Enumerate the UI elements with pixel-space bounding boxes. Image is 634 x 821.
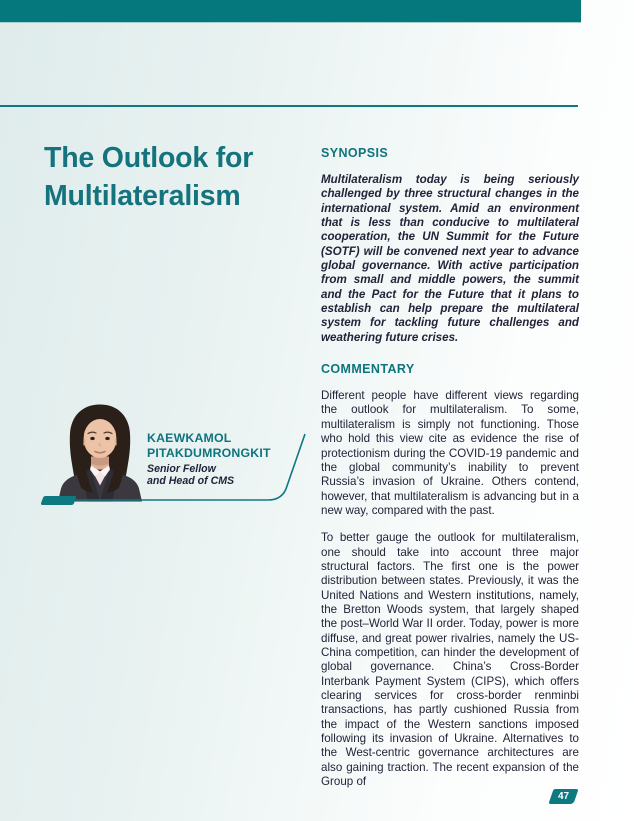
- author-block: [147, 431, 271, 487]
- header-rule: [0, 105, 578, 107]
- page-number-badge: [548, 789, 578, 804]
- author-role: [147, 463, 271, 487]
- accent-bar: [40, 496, 76, 505]
- author-name-line1: KAEWKAMOL: [147, 431, 232, 445]
- commentary-paragraph-2: To better gauge the outlook for multilateralism, one should take into account three major structural factors. The first one is the power distribution between states. Previously, it was the United Nations and Western institutions, namely, the Bretton Woods system, that largely shaped the post–World War II order. Today, power is more diffuse, and great power rivalries, namely the US-China competition, can hinder the development of global governance. China’s Cross-Border Interbank Payment System (CIPS), which offers clearing services for cross-border renminbi transactions, has partly cushioned Russia from the impact of the Western sanctions imposed following its invasion of Ukraine. Alternatives to the West-centric governance architectures are also gaining traction. The recent expansion of the Group of: [321, 531, 579, 789]
- article-column: [321, 146, 579, 789]
- commentary-paragraph-1: Different people have different views regarding the outlook for multilateralism. To some, multilateralism is simply not functioning. Those who hold this view cite as evidence the rise of protectionism during the COVID-19 pandemic and the global community’s inability to prevent Russia’s invasion of Ukraine. Others contend, however, that multilateralism is advancing but in a new way, compared with the past.: [321, 389, 579, 517]
- commentary-heading: COMMENTARY: [321, 362, 415, 377]
- page-number: 47: [557, 791, 570, 802]
- page-title-line1: The Outlook for: [44, 142, 254, 174]
- author-role-line2: and Head of CMS: [147, 475, 235, 488]
- synopsis-text: Multilateralism today is being seriously challenged by three structural changes in the international system. Amid an environment that is less than conducive to multilateral cooperation, the UN Summit for the Future (SOTF) will be convened next year to advance global governance. With active participation from small and middle powers, the summit and the Pact for the Future that it plans to establish can help prepare the multilateral system for tackling future challenges and weathering future crises.: [321, 173, 579, 344]
- top-accent-bar: [0, 0, 581, 22]
- author-name: [147, 431, 271, 460]
- author-role-line1: Senior Fellow: [147, 463, 216, 475]
- author-name-line2: PITAKDUMRONGKIT: [147, 445, 271, 460]
- synopsis-heading: SYNOPSIS: [321, 146, 389, 160]
- page-title-line2: Multilateralism: [44, 180, 241, 212]
- page-title: [44, 139, 253, 215]
